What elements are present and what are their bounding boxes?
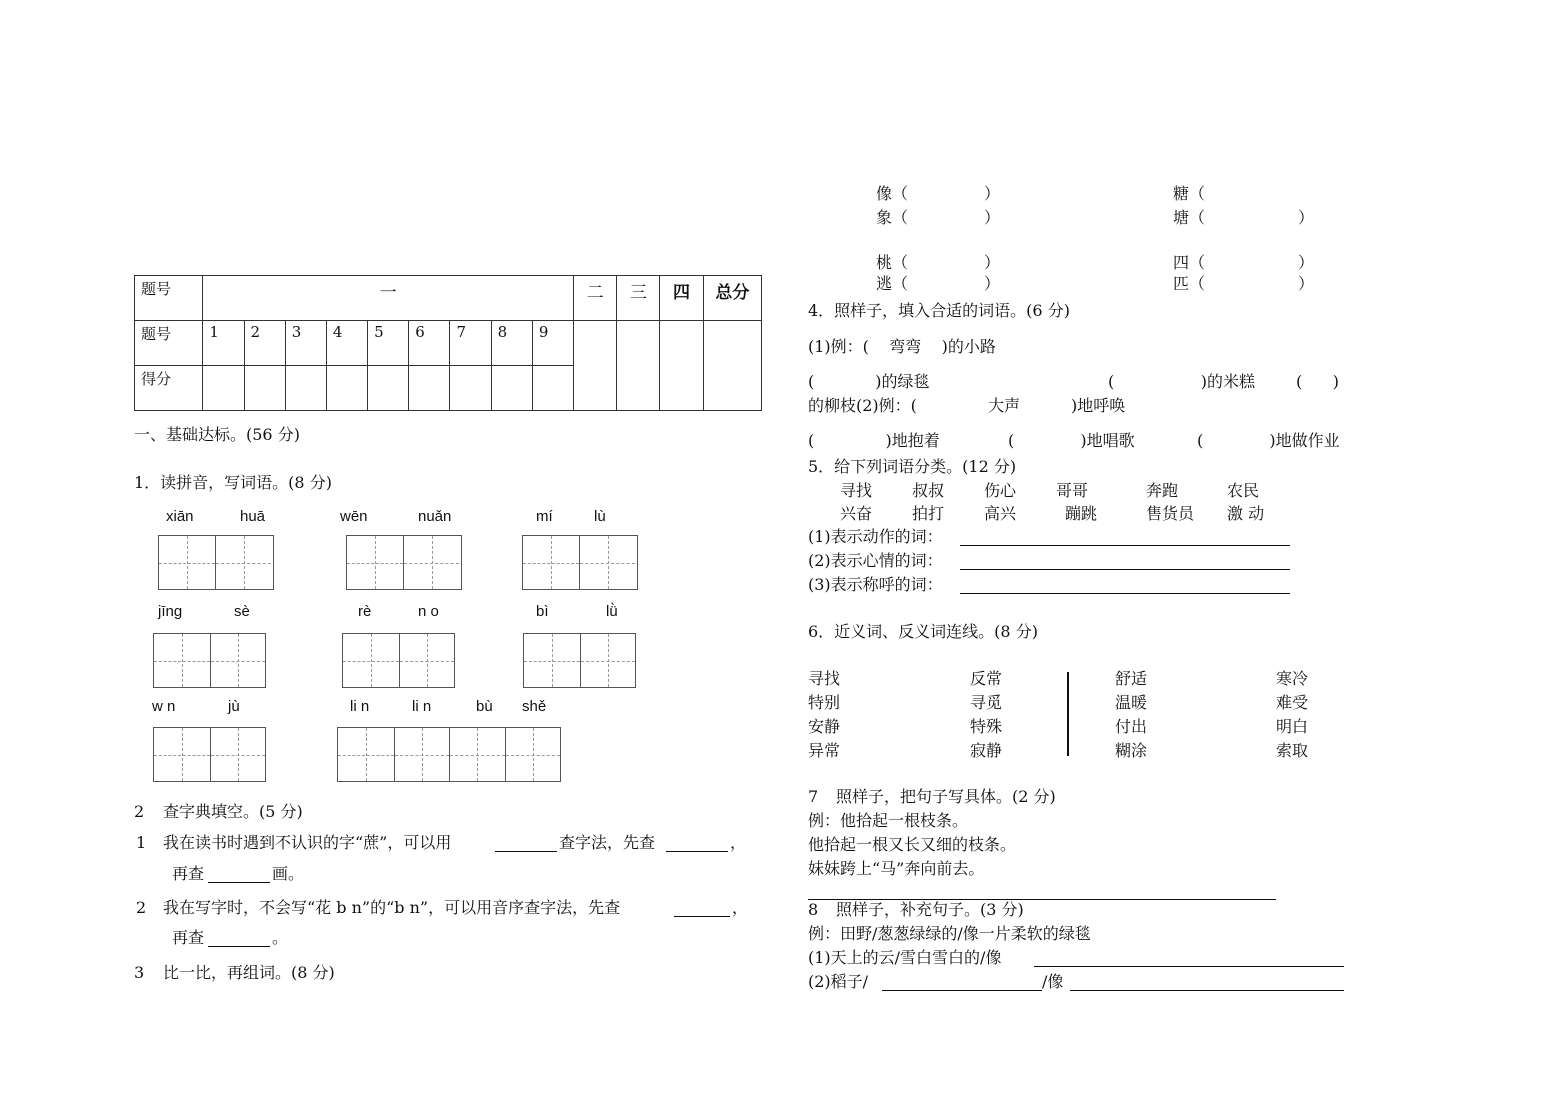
writing-grid[interactable] xyxy=(158,535,274,590)
pinyin-label: jù xyxy=(228,698,240,715)
question-number: 5 xyxy=(368,321,409,366)
match-word[interactable]: 付出 xyxy=(1115,717,1148,736)
q2-item2-text-a: 我在写字时，不会写“花 b n”的“b n”，可以用音序查字法，先查 xyxy=(163,898,621,917)
score-cell-part-two[interactable] xyxy=(574,321,617,411)
match-word[interactable]: 索取 xyxy=(1276,741,1309,760)
answer-blank[interactable] xyxy=(674,901,730,917)
word: 叔叔 xyxy=(912,481,945,500)
total-header: 总分 xyxy=(703,276,761,321)
match-word[interactable]: 特殊 xyxy=(970,717,1003,736)
q5-item2: (2)表示心情的词： xyxy=(808,551,943,570)
score-cell-part-three[interactable] xyxy=(617,321,660,411)
answer-blank[interactable] xyxy=(208,867,270,883)
pinyin-label: xiān xyxy=(166,508,194,525)
writing-grid[interactable] xyxy=(337,727,561,782)
compare-close: ） xyxy=(1298,208,1315,227)
word: 伤心 xyxy=(984,481,1017,500)
q8-item1: (1)天上的云/雪白雪白的/像 xyxy=(808,948,1002,967)
answer-blank[interactable] xyxy=(1034,951,1344,967)
pinyin-label: sè xyxy=(234,603,250,620)
word: 售货员 xyxy=(1146,504,1195,523)
compare-char: 像（ xyxy=(876,184,909,203)
writing-grid[interactable] xyxy=(523,633,636,688)
question-number: 7 xyxy=(450,321,491,366)
compare-char: 逃（ xyxy=(876,274,909,293)
q2-item2-text-d: 。 xyxy=(272,928,289,947)
score-cell[interactable] xyxy=(450,366,491,411)
match-word[interactable]: 温暖 xyxy=(1115,693,1148,712)
answer-blank[interactable] xyxy=(666,836,728,852)
pinyin-label: bù xyxy=(476,698,493,715)
q4-blank3: ( ) xyxy=(1296,372,1339,391)
pinyin-label: mí xyxy=(536,508,553,525)
score-cell[interactable] xyxy=(285,366,326,411)
score-cell[interactable] xyxy=(326,366,367,411)
word: 拍打 xyxy=(912,504,945,523)
q5-item1: (1)表示动作的词： xyxy=(808,527,943,546)
match-word[interactable]: 异常 xyxy=(808,741,841,760)
q4-blank1: ( )的绿毯 xyxy=(808,372,930,391)
compare-close: ） xyxy=(984,253,1001,272)
compare-close: ） xyxy=(1298,274,1315,293)
word: 奔跑 xyxy=(1146,481,1179,500)
writing-grid[interactable] xyxy=(153,727,266,782)
writing-grid[interactable] xyxy=(153,633,266,688)
compare-char: 匹（ xyxy=(1173,274,1206,293)
match-word[interactable]: 明白 xyxy=(1276,717,1309,736)
compare-char: 糖（ xyxy=(1173,184,1206,203)
compare-close: ） xyxy=(1298,253,1315,272)
part-two-header: 二 xyxy=(574,276,617,321)
q3-number: 3 xyxy=(134,963,145,982)
match-word[interactable]: 舒适 xyxy=(1115,669,1148,688)
word: 哥哥 xyxy=(1056,481,1089,500)
word: 农民 xyxy=(1227,481,1260,500)
q8-item2-a: (2)稻子/ xyxy=(808,972,869,991)
compare-close: ） xyxy=(984,184,1001,203)
q5-title: 5．给下列词语分类。(12 分) xyxy=(808,457,1017,476)
writing-grid[interactable] xyxy=(522,535,638,590)
question-number-label: 题号 xyxy=(135,321,203,366)
pinyin-label: bì xyxy=(536,603,549,620)
q4-blank2: ( )的米糕 xyxy=(1108,372,1255,391)
q4-blank5: ( )地唱歌 xyxy=(1008,431,1135,450)
q2-item1-text-c: ， xyxy=(730,833,747,852)
match-word[interactable]: 糊涂 xyxy=(1115,741,1148,760)
match-word[interactable]: 寻觅 xyxy=(970,693,1003,712)
q2-item2-text-c: 再查 xyxy=(172,928,205,947)
q2-number: 2 xyxy=(134,802,145,821)
compare-close: ） xyxy=(984,274,1001,293)
question-number: 4 xyxy=(326,321,367,366)
question-number: 1 xyxy=(203,321,244,366)
q1-title: 1．读拼音，写词语。(8 分) xyxy=(134,473,332,492)
compare-char: 塘（ xyxy=(1173,208,1206,227)
match-word[interactable]: 安静 xyxy=(808,717,841,736)
score-cell[interactable] xyxy=(203,366,244,411)
match-word[interactable]: 寒冷 xyxy=(1276,669,1309,688)
score-label: 得分 xyxy=(135,366,203,411)
answer-blank[interactable] xyxy=(1070,975,1344,991)
pinyin-label: shě xyxy=(522,698,547,715)
match-word[interactable]: 寻找 xyxy=(808,669,841,688)
match-word[interactable]: 难受 xyxy=(1276,693,1309,712)
question-number: 3 xyxy=(285,321,326,366)
q8-number: 8 xyxy=(808,900,819,919)
q2-item2-text-b: ， xyxy=(732,898,749,917)
score-cell[interactable] xyxy=(532,366,573,411)
q8-item2-b: /像 xyxy=(1042,972,1064,991)
q6-title: 6．近义词、反义词连线。(8 分) xyxy=(808,622,1038,641)
section-one-title: 一、基础达标。(56 分) xyxy=(134,425,300,444)
q4-line3: 的柳枝(2)例：( 大声 )地呼唤 xyxy=(808,396,1126,415)
score-cell[interactable] xyxy=(244,366,285,411)
q3-title: 比一比，再组词。(8 分) xyxy=(163,963,335,982)
score-cell-part-four[interactable] xyxy=(660,321,703,411)
pinyin-label: wēn xyxy=(340,508,368,525)
compare-close: ） xyxy=(984,208,1001,227)
score-cell[interactable] xyxy=(491,366,532,411)
q4-example1: (1)例：( 弯弯 )的小路 xyxy=(808,337,996,356)
q7-title: 照样子，把句子写具体。(2 分) xyxy=(836,787,1056,806)
pinyin-label: jīng xyxy=(158,603,183,620)
part-four-header: 四 xyxy=(660,276,703,321)
q8-example: 例：田野/葱葱绿绿的/像一片柔软的绿毯 xyxy=(808,924,1091,943)
score-row-header: 题号 xyxy=(135,276,203,321)
q2-item2-number: 2 xyxy=(136,898,147,917)
q5-item3: (3)表示称呼的词： xyxy=(808,575,943,594)
pinyin-label: huā xyxy=(240,508,266,525)
q4-blank6: ( )地做作业 xyxy=(1197,431,1340,450)
answer-blank[interactable] xyxy=(960,578,1290,594)
word: 蹦跳 xyxy=(1065,504,1098,523)
answer-blank[interactable] xyxy=(495,836,557,852)
match-word[interactable]: 特别 xyxy=(808,693,841,712)
q2-item1-number: 1 xyxy=(136,833,147,852)
pinyin-label: li n xyxy=(412,698,432,715)
pinyin-label: n o xyxy=(418,603,439,620)
q4-blank4: ( )地抱着 xyxy=(808,431,940,450)
pinyin-label: rè xyxy=(358,603,372,620)
part-three-header: 三 xyxy=(617,276,660,321)
compare-char: 四（ xyxy=(1173,253,1206,272)
word: 兴奋 xyxy=(840,504,873,523)
question-number: 2 xyxy=(244,321,285,366)
word: 高兴 xyxy=(984,504,1017,523)
pinyin-label: w n xyxy=(152,698,176,715)
writing-grid[interactable] xyxy=(346,535,462,590)
answer-blank[interactable] xyxy=(208,931,270,947)
q2-item1-text-b: 查字法，先查 xyxy=(559,833,656,852)
q4-title: 4．照样子，填入合适的词语。(6 分) xyxy=(808,301,1070,320)
word: 激 动 xyxy=(1227,504,1265,523)
answer-blank[interactable] xyxy=(882,975,1042,991)
score-cell[interactable] xyxy=(368,366,409,411)
q7-example-full: 他拾起一根又长又细的枝条。 xyxy=(808,835,1017,854)
score-table xyxy=(134,275,762,411)
score-cell-total[interactable] xyxy=(703,321,761,411)
pinyin-label: nuǎn xyxy=(418,508,452,525)
question-number: 9 xyxy=(532,321,573,366)
q2-item1-text-a: 我在读书时遇到不认识的字“蔗”，可以用 xyxy=(163,833,452,852)
q7-task: 妹妹跨上“马”奔向前去。 xyxy=(808,859,985,878)
q2-item1-text-d: 再查 xyxy=(172,864,205,883)
compare-char: 象（ xyxy=(876,208,909,227)
q7-number: 7 xyxy=(808,787,819,806)
part-one-header: 一 xyxy=(203,276,574,321)
match-word[interactable]: 反常 xyxy=(970,669,1003,688)
q2-item1-text-e: 画。 xyxy=(272,864,305,883)
column-divider xyxy=(1067,672,1069,756)
pinyin-label: lǜ xyxy=(606,603,618,620)
answer-blank[interactable] xyxy=(960,554,1290,570)
writing-grid[interactable] xyxy=(342,633,455,688)
answer-blank[interactable] xyxy=(960,530,1290,546)
compare-char: 桃（ xyxy=(876,253,909,272)
q8-title: 照样子，补充句子。(3 分) xyxy=(836,900,1024,919)
pinyin-label: lù xyxy=(594,508,606,525)
q2-title: 查字典填空。(5 分) xyxy=(163,802,303,821)
match-word[interactable]: 寂静 xyxy=(970,741,1003,760)
question-number: 6 xyxy=(409,321,450,366)
answer-blank[interactable] xyxy=(808,884,1276,900)
pinyin-label: li n xyxy=(350,698,370,715)
question-number: 8 xyxy=(491,321,532,366)
q7-example: 例：他拾起一根枝条。 xyxy=(808,811,969,830)
word: 寻找 xyxy=(840,481,873,500)
score-cell[interactable] xyxy=(409,366,450,411)
